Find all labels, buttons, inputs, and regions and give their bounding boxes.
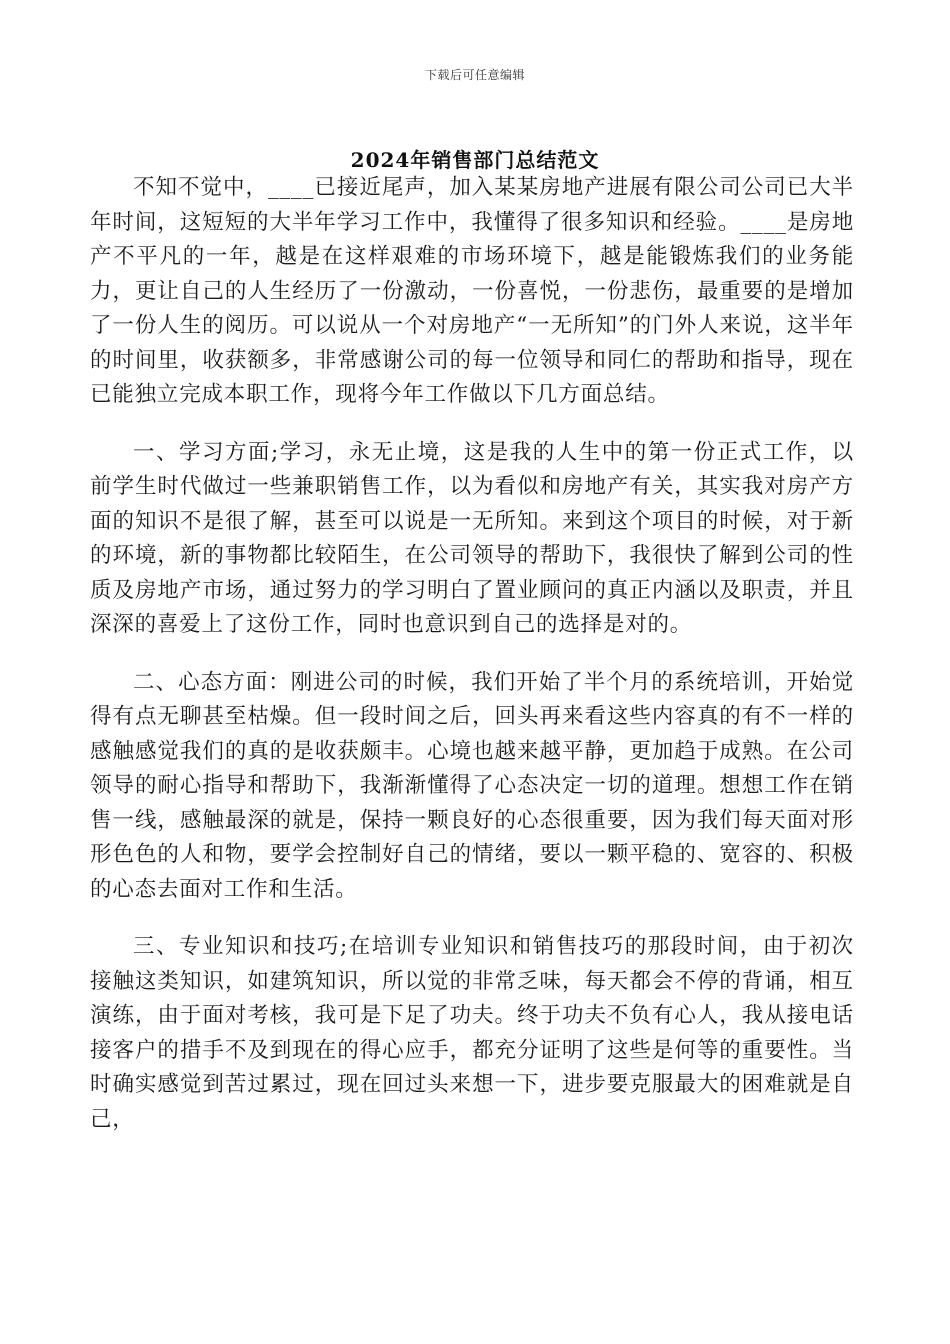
document-body [90, 171, 854, 1160]
paragraph-mindset: 二、心态方面：刚进公司的时候，我们开始了半个月的系统培训，开始觉得有点无聊甚至枯燥。但一段时间之后，回头再来看这些内容真的有不一样的感触感觉我们的真的是收获颇丰。心境也越来越平静，更加趋于成熟。在公司领导的耐心指导和帮助下，我渐渐懂得了心态决定一切的道理。想想工作在销售一线，感触最深的就是，保持一颗良好的心态很重要，因为我们每天面对形形色色的人和物，要学会控制好自己的情绪，要以一颗平稳的、宽容的、积极的心态去面对工作和生活。 [90, 669, 854, 902]
paragraph-intro: 不知不觉中，____已接近尾声，加入某某房地产进展有限公司公司已大半年时间，这短短的大半年学习工作中，我懂得了很多知识和经验。____是房地产不平凡的一年，越是在这样艰难的市场环境下，越是能锻炼我们的业务能力，更让自己的人生经历了一份激动，一份喜悦，一份悲伤，最重要的是增加了一份人生的阅历。可以说从一个对房地产“一无所知”的门外人来说，这半年的时间里，收获额多，非常感谢公司的每一位领导和同仁的帮助和指导，现在已能独立完成本职工作，现将今年工作做以下几方面总结。 [90, 175, 854, 407]
header-note: 下载后可任意编辑 [424, 68, 525, 82]
paragraph-learning: 一、学习方面;学习，永无止境，这是我的人生中的第一份正式工作，以前学生时代做过一些兼职销售工作，以为看似和房地产有关，其实我对房产方面的知识不是很了解，甚至可以说是一无所知。来到这个项目的时候，对于新的环境，新的事物都比较陌生，在公司领导的帮助下，我很快了解到公司的性质及房地产市场，通过努力的学习明白了置业顾问的真正内涵以及职责，并且深深的喜爱上了这份工作，同时也意识到自己的选择是对的。 [90, 439, 854, 637]
paragraph-skills: 三、专业知识和技巧;在培训专业知识和销售技巧的那段时间，由于初次接触这类知识，如建筑知识，所以觉的非常乏味，每天都会不停的背诵，相互演练，由于面对考核，我可是下足了功夫。终于功夫不负有心人，我从接电话接客户的措手不及到现在的得心应手，都充分证明了这些是何等的重要性。当时确实感觉到苦过累过，现在回过头来想一下，进步要克服最大的困难就是自己， [90, 934, 854, 1132]
document-title: 2024年销售部门总结范文 [350, 148, 600, 172]
